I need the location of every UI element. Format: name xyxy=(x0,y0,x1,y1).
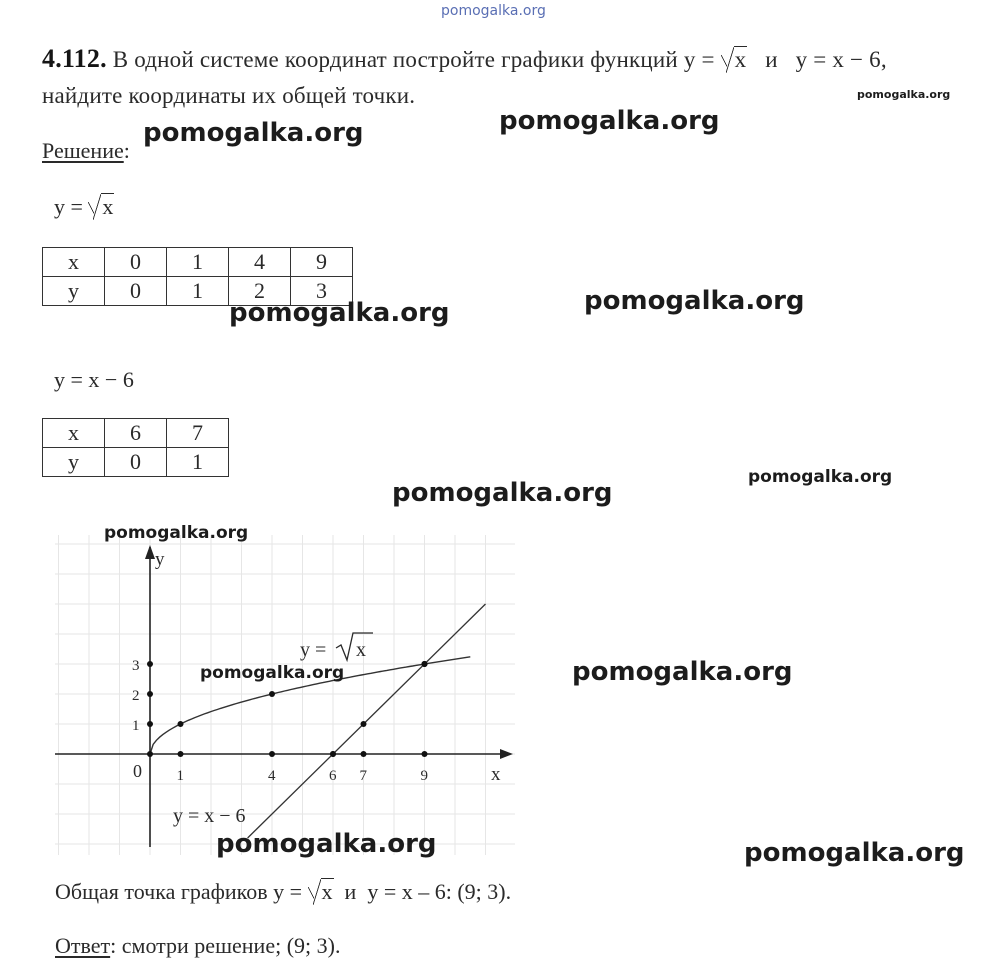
table1-formula: y = x xyxy=(54,194,114,219)
y-axis-label: y xyxy=(155,549,165,570)
y-tick-point xyxy=(147,721,153,727)
y-axis-arrow-icon xyxy=(145,545,155,559)
watermark: pomogalka.org xyxy=(748,467,893,487)
line-point xyxy=(330,751,336,757)
grid xyxy=(55,535,515,855)
table-cell: y xyxy=(43,277,105,306)
curve-point xyxy=(147,751,153,757)
sqrt-symbol: x xyxy=(88,194,114,220)
table-cell: 2 xyxy=(229,277,291,306)
x-tick-label: 7 xyxy=(359,768,367,784)
y-tick-label: 3 xyxy=(132,658,140,674)
curve-point xyxy=(269,691,275,697)
svg-text:y =: y = xyxy=(300,639,327,661)
curve-point xyxy=(178,721,184,727)
table-cell: 1 xyxy=(167,248,229,277)
solution-heading: Решение: xyxy=(42,138,130,163)
x-tick-label: 4 xyxy=(268,768,276,784)
table-cell: y xyxy=(43,448,105,477)
table-cell: 0 xyxy=(105,248,167,277)
y-tick-label: 2 xyxy=(132,688,140,704)
function-graph xyxy=(55,535,515,855)
watermark: pomogalka.org xyxy=(104,523,249,543)
origin-label: 0 xyxy=(133,761,142,781)
table-cell: 1 xyxy=(167,448,229,477)
watermark: pomogalka.org xyxy=(572,657,793,687)
line-label: y = x − 6 xyxy=(173,805,246,827)
table2-formula: y = x − 6 xyxy=(54,367,134,392)
x-tick-label: 9 xyxy=(420,768,428,784)
sqrt-symbol: x xyxy=(308,879,334,905)
x-axis-label: x xyxy=(491,764,501,785)
x-tick-point xyxy=(178,751,184,757)
x-tick-label: 1 xyxy=(176,768,184,784)
curve-label xyxy=(300,633,373,661)
watermark: pomogalka.org xyxy=(200,663,345,683)
y-tick-point xyxy=(147,661,153,667)
linear-graph xyxy=(248,604,486,838)
x-tick-point xyxy=(422,751,428,757)
intersection-point xyxy=(422,661,428,667)
watermark: pomogalka.org xyxy=(499,106,720,136)
x-tick-point xyxy=(269,751,275,757)
table-cell: 4 xyxy=(229,248,291,277)
y-tick-label: 1 xyxy=(132,718,140,734)
function-2: y = x − 6, xyxy=(795,47,887,72)
table-row xyxy=(43,448,229,477)
problem-line2: найдите координаты их общей точки. xyxy=(42,83,416,108)
watermark: pomogalka.org xyxy=(744,838,965,868)
and-word: и xyxy=(765,47,778,72)
site-link[interactable]: pomogalka.org xyxy=(441,3,546,19)
sqrt-symbol: x xyxy=(721,47,748,73)
problem-number: 4.112. xyxy=(42,44,107,73)
table-cell: 3 xyxy=(291,277,353,306)
values-table-linear xyxy=(42,418,229,477)
graph-svg xyxy=(55,535,515,855)
watermark: pomogalka.org xyxy=(229,298,450,328)
svg-text:x: x xyxy=(356,639,366,661)
problem-statement xyxy=(42,44,887,74)
table-cell: x xyxy=(43,419,105,448)
x-tick-label: 6 xyxy=(329,768,337,784)
function-1: y = x xyxy=(683,47,747,72)
table-cell: 7 xyxy=(167,419,229,448)
table-cell: 0 xyxy=(105,448,167,477)
y-tick-point xyxy=(147,691,153,697)
x-tick-point xyxy=(361,751,367,757)
line-point xyxy=(361,721,367,727)
table-cell: 0 xyxy=(105,277,167,306)
watermark: pomogalka.org xyxy=(857,88,951,101)
answer-label: Ответ xyxy=(55,933,111,958)
problem-text: В одной системе координат постройте графики функций xyxy=(112,47,678,72)
common-point-text: Общая точка графиков y = x и y = x – 6: (9; 3). xyxy=(55,879,512,904)
watermark: pomogalka.org xyxy=(392,478,613,508)
table-row xyxy=(43,248,353,277)
table-cell: 1 xyxy=(167,277,229,306)
answer-text: : смотри решение; (9; 3). xyxy=(110,933,341,958)
table-cell: 6 xyxy=(105,419,167,448)
table-cell: 9 xyxy=(291,248,353,277)
watermark: pomogalka.org xyxy=(584,286,805,316)
table-cell: x xyxy=(43,248,105,277)
answer xyxy=(55,933,340,959)
x-axis-arrow-icon xyxy=(500,749,513,759)
sqrt-symbol xyxy=(336,633,373,660)
watermark: pomogalka.org xyxy=(216,829,437,859)
table-row xyxy=(43,419,229,448)
watermark: pomogalka.org xyxy=(143,118,364,148)
